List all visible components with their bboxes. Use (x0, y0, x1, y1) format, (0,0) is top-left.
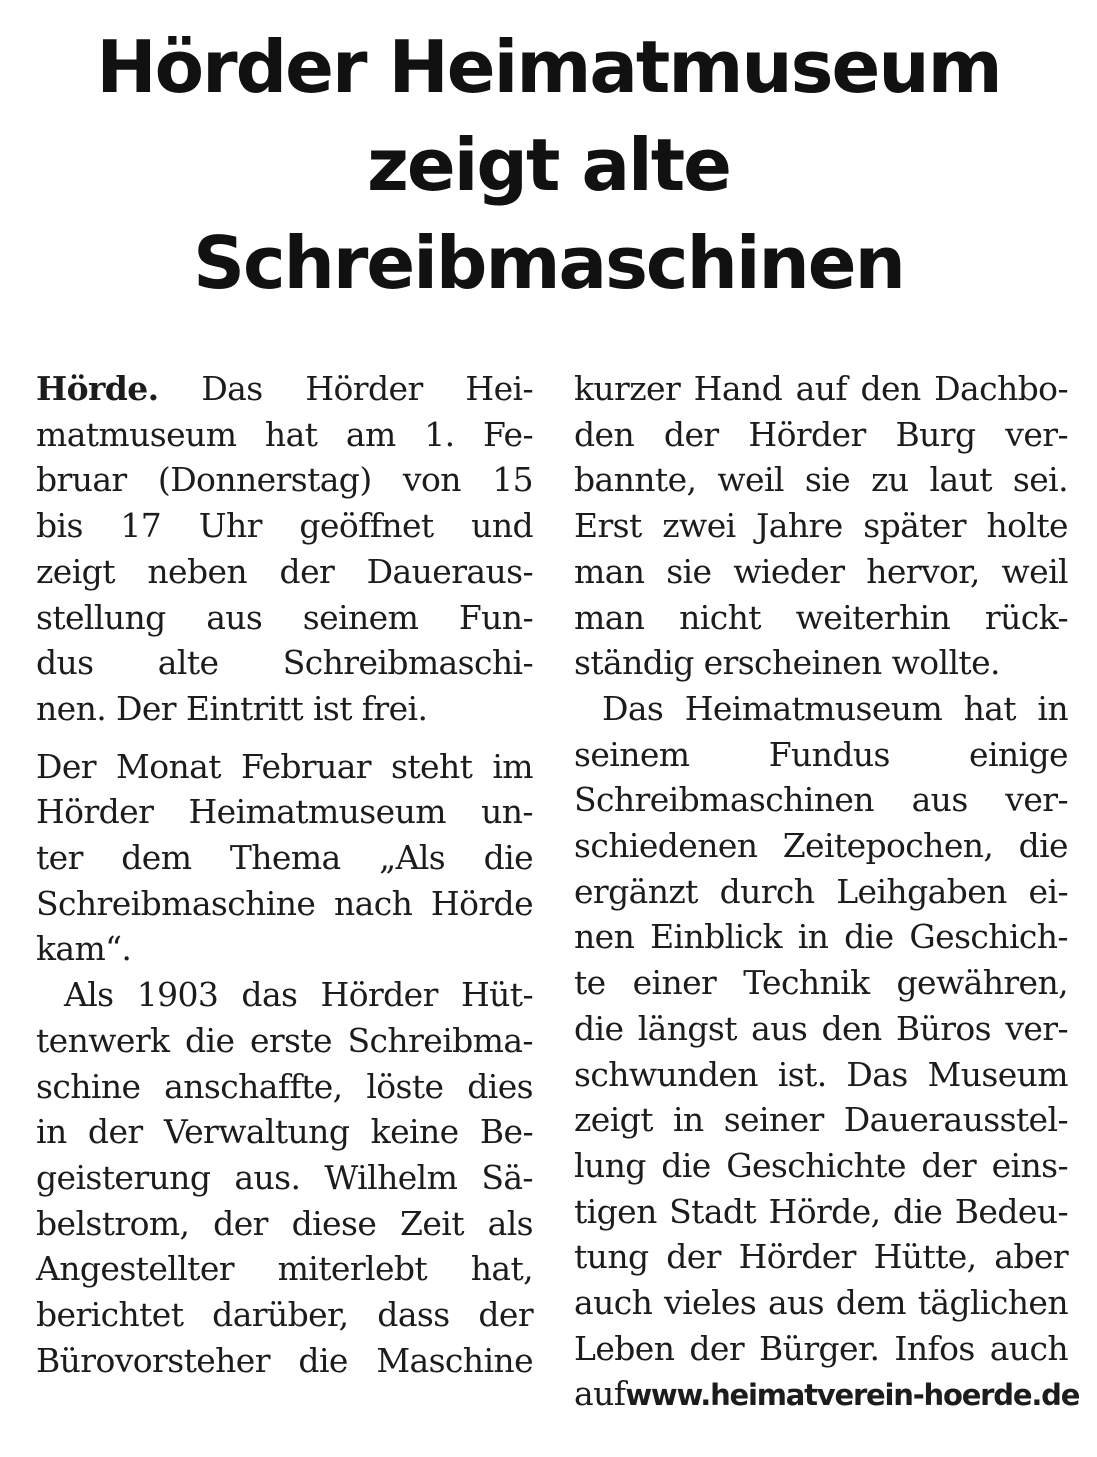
text-line: die längst aus den Büros ver- (574, 1008, 1068, 1048)
text-line: schiedenen Zeitepochen, die (574, 826, 1068, 866)
line-text: auf (574, 1374, 626, 1414)
headline-line: Schreibmaschinen (193, 221, 904, 305)
text-line: lung die Geschichte der eins- (574, 1145, 1068, 1185)
text-line: auch vieles aus dem täglichen (574, 1283, 1068, 1323)
headline (0, 18, 1097, 312)
text-line: ter dem Thema „Als die (36, 838, 533, 878)
text-line: Bürovorsteher die Maschine (36, 1340, 533, 1380)
text-line: Das Heimatmuseum hat in (602, 688, 1068, 728)
text-line: Schreibmaschinen aus ver- (574, 780, 1068, 820)
text-line: den der Hörder Burg ver- (574, 414, 1068, 454)
text-line: schine anschaffte, löste dies (36, 1066, 533, 1106)
text-line: ergänzt durch Leihgaben ei- (574, 871, 1068, 911)
text-line: ständig erscheinen wollte. (574, 643, 1000, 683)
theme-paragraph (36, 744, 533, 973)
intro-paragraph (36, 366, 533, 732)
text-line: Als 1903 das Hörder Hüt- (64, 975, 533, 1015)
text-line (36, 366, 533, 412)
history-paragraph (36, 972, 533, 1383)
text-line: Der Monat Februar steht im (36, 746, 533, 786)
text-line: zeigt in seiner Dauerausstel- (574, 1100, 1068, 1140)
text-line: man sie wieder hervor, weil (574, 551, 1068, 591)
text-line: geisterung aus. Wilhelm Sä- (36, 1157, 533, 1197)
text-line: dus alte Schreibmaschi- (36, 643, 533, 683)
text-line: tung der Hörder Hütte, aber (574, 1237, 1068, 1277)
text-line: man nicht weiterhin rück- (574, 597, 1068, 637)
text-line: tenwerk die erste Schreibma- (36, 1020, 533, 1060)
history-paragraph-continued (574, 366, 1068, 686)
text-line: Hörder Heimatmuseum un- (36, 792, 533, 832)
article-column-left (36, 366, 533, 1383)
text-line: berichtet darüber, dass der (36, 1295, 533, 1335)
text-line (574, 1371, 1080, 1419)
text-line: belstrom, der diese Zeit als (36, 1203, 533, 1243)
line-text: Das Hörder Hei- (201, 369, 533, 408)
text-line: kurzer Hand auf den Dachbo- (574, 369, 1068, 408)
text-line: in der Verwaltung keine Be- (36, 1112, 533, 1152)
text-line: Schreibmaschine nach Hörde (36, 883, 533, 923)
collection-paragraph (574, 686, 1080, 1419)
website-link[interactable]: www.heimatverein-hoerde.de (625, 1378, 1080, 1413)
headline-line: zeigt alte (367, 123, 730, 207)
text-line: nen. Der Eintritt ist frei. (36, 688, 428, 728)
dateline: Hörde. (36, 369, 159, 408)
text-line: tigen Stadt Hörde, die Bedeu- (574, 1191, 1068, 1231)
text-line: kam“. (36, 929, 132, 969)
text-line: seinem Fundus einige (574, 734, 1068, 774)
text-line: nen Einblick in die Geschich- (574, 917, 1068, 957)
text-line: bruar (Donnerstag) von 15 (36, 460, 533, 500)
text-line: zeigt neben der Daueraus- (36, 551, 533, 591)
text-line: matmuseum hat am 1. Fe- (36, 414, 533, 454)
text-line: Leben der Bürger. Infos auch (574, 1328, 1068, 1368)
text-line: te einer Technik gewähren, (574, 963, 1068, 1003)
text-line: bis 17 Uhr geöffnet und (36, 506, 533, 546)
text-line: Erst zwei Jahre später holte (574, 506, 1068, 546)
text-line: stellung aus seinem Fun- (36, 597, 533, 637)
text-line: schwunden ist. Das Museum (574, 1054, 1068, 1094)
article-column-right (574, 366, 1080, 1419)
text-line: bannte, weil sie zu laut sei. (574, 460, 1068, 500)
headline-line: Hörder Heimatmuseum (96, 25, 1001, 109)
text-line: Angestellter miterlebt hat, (36, 1249, 533, 1289)
